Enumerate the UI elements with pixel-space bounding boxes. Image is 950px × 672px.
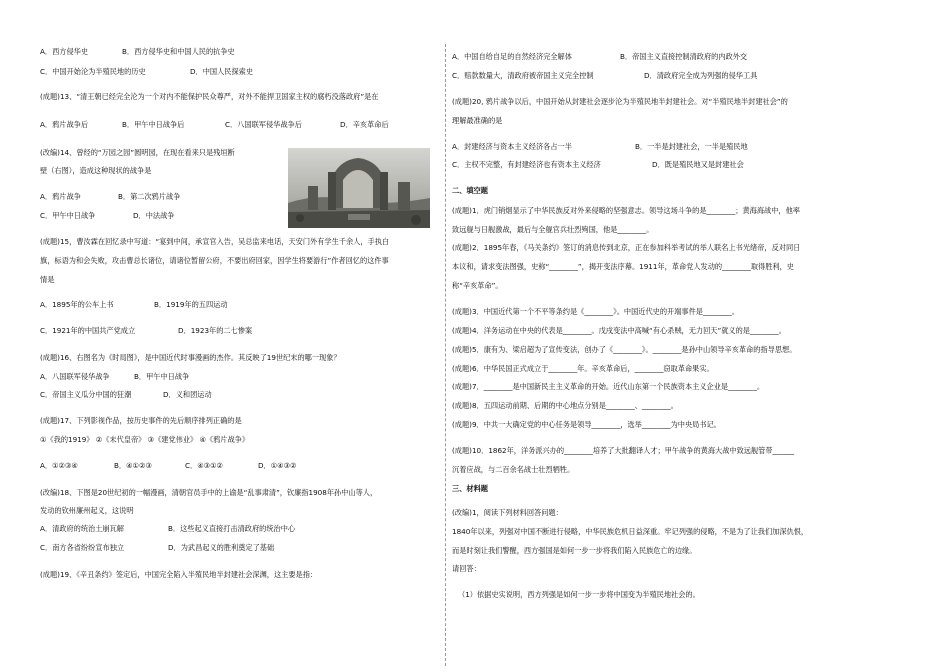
fill-2-l2: 本议和，请求变法图强，史称“________”，揭开变法序幕。1911年，革命党人发动的________取得胜利，史 [452,262,794,271]
q17-list: ①《我的1919》 ②《末代皇帝》 ③《建党伟业》 ④《鸦片战争》 [40,435,250,444]
q16-option-c: C．帝国主义瓜分中国的狂潮 [40,390,132,399]
question-16: (成题)16、右图名为《时局图》，是中国近代时事漫画的杰作。其反映了19世纪末的哪一现象？ [40,353,341,362]
q16-option-a: A．八国联军侵华战争 [40,372,110,381]
column-divider [445,44,446,666]
q17-option-a: A．①②③④ [40,461,78,470]
q19-option-b: B．帝国主义直接控制清政府的内政外交 [620,52,748,61]
q20-option-c: C．主权不完整，有封建经济也有资本主义经济 [452,160,601,169]
q20-option-b: B．一半是封建社会，一半是殖民地 [635,142,748,151]
fill-1-l2: 致远舰与日舰激战，最后与全舰官兵壮烈殉国，他是________。 [452,225,654,234]
fill-1-l1: (成题)1．虎门销烟显示了中华民族反对外来侵略的坚强意志。领导这场斗争的是________；黄海海战中，他率 [452,206,800,215]
option-b: B．西方侵华史和中国人民的抗争史 [122,47,235,56]
fill-8: (成题)8．五四运动前期、后期的中心地点分别是________、________。 [452,401,678,410]
yuanmingyuan-ruins-photo [288,148,430,228]
option-d: D．中国人民探索史 [190,67,254,76]
fill-5: (成题)5．康有为、梁启超为了宣传变法，创办了《________》。________是孙中山领导辛亥革命的指导思想。 [452,345,797,354]
question-20-l1: (成题)20, 鸦片战争以后，中国开始从封建社会逐步沦为半殖民地半封建社会。对“半殖民地半封建社会”的 [452,97,788,106]
q15-option-a: A．1895年的公车上书 [40,300,114,309]
material-1-text-l2: 而是时刻让我们警醒，西方强国是如何一步一步将我们陷入民族危亡的边缘。 [452,546,697,555]
question-18-l2: 发动的钦州廉州起义，这说明 [40,506,134,515]
q20-option-a: A．封建经济与资本主义经济各占一半 [452,142,572,151]
question-19: (成题)19、《辛丑条约》签定后，中国完全陷入半殖民地半封建社会深渊，这主要是指： [40,570,318,579]
q13-option-a: A．鸦片战争后 [40,120,89,129]
q19-option-c: C．赔款数量大，清政府被帝国主义完全控制 [452,71,594,80]
q14-option-d: D．中法战争 [133,211,175,220]
q15-option-b: B．1919年的五四运动 [154,300,228,309]
q16-option-d: D．义和团运动 [163,390,212,399]
material-1-question-1: （1）依据史实说明，西方列强是如何一步一步将中国变为半殖民地社会的。 [458,590,700,599]
fill-9: (成题)9．中共一大确定党的中心任务是领导________，选举________为中央局书记。 [452,420,721,429]
q14-option-c: C．甲午中日战争 [40,211,96,220]
question-18-l1: (改编)18、下图是20世纪初的一幅漫画，清朝官员手中的上谕是“乱事肃清”，钦廉指1908年孙中山等人， [40,488,378,497]
question-15-l1: (成题)15，曹汝霖在回忆录中写道：“宴到中间，承宣官入告，吴总监来电话，天安门外有学生千余人，手执白 [40,237,390,246]
q18-option-b: B．这些起义直接打击清政府的统治中心 [168,524,296,533]
question-13: (成题)13、“清王朝已经完全沦为一个对内不能保护民众尊严，对外不能捍卫国家主权的腐朽没落政府”是在 [40,92,379,101]
q15-option-c: C．1921年的中国共产党成立 [40,326,136,335]
q16-option-b: B．甲午中日战争 [134,372,190,381]
fill-7: (成题)7．________是中国新民主主义革命的开始。近代山东第一个民族资本主义企业是________。 [452,382,765,391]
material-1-answer-label: 请回答： [452,564,481,573]
q20-option-d: D．既是殖民地又是封建社会 [652,160,744,169]
q18-option-a: A．清政府的统治土崩瓦解 [40,524,124,533]
q19-option-a: A．中国自给自足的自然经济完全解体 [452,52,572,61]
q17-option-d: D．①④③② [258,461,297,470]
question-15-l3: 情是 [40,275,55,284]
question-14-cont: 壁（右图），造成这种现状的战争是 [40,166,152,175]
q14-option-a: A．鸦片战争 [40,192,81,201]
q19-option-d: D．清政府完全成为列强的侵华工具 [644,71,758,80]
q17-option-c: C．④③①② [185,461,223,470]
fill-6: (成题)6．中华民国正式成立于________年。辛亥革命后，________窃取革命果实。 [452,364,714,373]
fill-10-l2: 沉着应战，与二百余名战士壮烈牺牲。 [452,465,575,474]
q15-option-d: D．1923年的二七惨案 [178,326,253,335]
q18-option-d: D．为武昌起义的胜利奠定了基础 [168,543,275,552]
q18-option-c: C．南方各省纷纷宣布独立 [40,543,125,552]
fill-10-l1: (成题)10．1862年，洋务派兴办的________培养了大批翻译人才；甲午战争的黄海大战中致远舰管带______ [452,446,795,455]
option-c: C．中国开始沦为半殖民地的历史 [40,67,146,76]
q13-option-b: B．甲午中日战争后 [122,120,185,129]
q17-option-b: B．④①②③ [114,461,152,470]
fill-2-l3: 称“辛亥革命”。 [452,281,503,290]
material-1-text-l1: 1840年以来，列强对中国不断进行侵略，中华民族危机日益深重。牢记列强的侵略，不是为了让我们加深仇恨， [452,527,809,536]
fill-4: (成题)4．洋务运动在中央的代表是________。戊戌变法中高喊“有心杀贼，无力回天”就义的是________。 [452,326,786,335]
question-17: (成题)17、下列影视作品，按历史事件的先后顺序排列正确的是 [40,416,242,425]
question-15-l2: 旗，标语为和会失败，攻击曹总长诸位，请诸位暂留公府，不要出府回家，因学生将要游行”作者回忆的这件事 [40,256,389,265]
fill-3: (成题)3．中国近代第一个不平等条约是《________》。中国近代史的开端事件是________。 [452,307,739,316]
q13-option-c: C．八国联军侵华战争后 [225,120,302,129]
section-fill-in-heading: 二、填空题 [452,186,488,195]
section-material-heading: 三、材料题 [452,484,488,493]
option-a: A．西方侵华史 [40,47,89,56]
q14-option-b: B．第二次鸦片战争 [118,192,181,201]
question-14: (改编)14、曾经的“万园之园”圆明园，在现在看来只是残垣断 [40,148,235,157]
q13-option-d: D．辛亥革命后 [340,120,389,129]
fill-2-l1: (成题)2．1895年春，《马关条约》签订的消息传到北京，正在参加科举考试的举人联名上书光绪帝，反对同日 [452,243,801,252]
question-20-l2: 理解最准确的是 [452,116,503,125]
material-1-prompt: (改编)1，阅读下列材料回答问题： [452,508,563,517]
